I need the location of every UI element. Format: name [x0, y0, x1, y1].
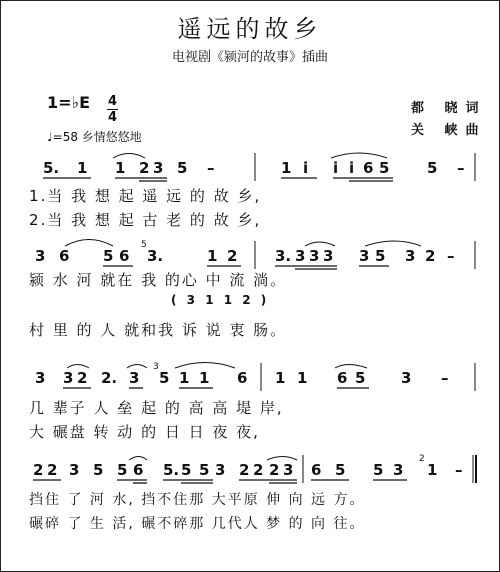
- note: 2: [239, 461, 250, 479]
- note: 5: [159, 369, 170, 387]
- note: 5: [379, 159, 390, 177]
- note: 2: [139, 159, 150, 177]
- note: 5.: [43, 159, 60, 177]
- note: 3.: [147, 247, 164, 265]
- notation-row-1: [29, 151, 479, 183]
- lyric-line: 碾碎 了 生 活, 碾不碎那 几代人 梦 的 向 往。: [29, 516, 366, 532]
- note: 1: [199, 369, 210, 387]
- note: 6: [311, 461, 322, 479]
- lyric-line: 挡住 了 河 水, 挡不住那 大平原 伸 向 远 方。: [29, 492, 366, 508]
- lyric-line: 几 辈子 人 垒 起 的 高 高 堤 岸,: [29, 399, 284, 417]
- note: 6: [133, 461, 144, 479]
- tempo-marking: ♩=58 乡情悠悠地: [47, 130, 142, 144]
- note: 6: [363, 159, 374, 177]
- note: 6: [59, 247, 70, 265]
- note: 3: [35, 369, 46, 387]
- note: 3: [405, 247, 416, 265]
- note: 1: [207, 247, 218, 265]
- note: 2: [425, 247, 436, 265]
- time-sig-top: 4: [107, 94, 118, 109]
- note: 5: [335, 461, 346, 479]
- note: 1: [179, 369, 190, 387]
- lyricist-credit: 都 晓词: [411, 101, 487, 116]
- note: 2.: [101, 369, 118, 387]
- composer-credit: 关 峡曲: [411, 123, 487, 138]
- note: 6: [119, 247, 130, 265]
- grace-note: 2: [419, 454, 425, 464]
- note: 1: [297, 369, 308, 387]
- notation-row-2: [29, 239, 479, 271]
- notation-row-4: [29, 453, 479, 485]
- note: 3: [283, 461, 294, 479]
- note: 2: [227, 247, 238, 265]
- note: 3: [153, 159, 164, 177]
- note: 2: [77, 369, 88, 387]
- time-signature: [107, 95, 118, 124]
- note: 3: [401, 369, 412, 387]
- note: 6: [237, 369, 248, 387]
- alternate-notes: ( 3 1 1 2 ): [171, 293, 270, 307]
- note: 3: [359, 247, 370, 265]
- note: 3: [215, 461, 226, 479]
- note: 3: [35, 247, 46, 265]
- note: 5: [103, 247, 114, 265]
- note: –: [207, 159, 215, 177]
- note: 3: [309, 247, 320, 265]
- note: 3: [129, 369, 140, 387]
- note: 1: [427, 461, 438, 479]
- note: 5: [181, 461, 192, 479]
- note: 3: [69, 461, 80, 479]
- lyric-line: 1.当 我 想 起 遥 远 的 故 乡,: [29, 187, 262, 205]
- key-signature: 1=♭E: [47, 93, 91, 112]
- note: 5.: [163, 461, 180, 479]
- note: 2: [253, 461, 264, 479]
- note: 1: [77, 159, 88, 177]
- grace-note: 5: [141, 240, 147, 250]
- note: 1: [115, 159, 126, 177]
- note: 5: [427, 159, 438, 177]
- note: 6: [337, 369, 348, 387]
- note: 2: [33, 461, 44, 479]
- notation-row-3: [29, 361, 479, 393]
- note: 5: [199, 461, 210, 479]
- note: 5: [117, 461, 128, 479]
- note: 3: [393, 461, 404, 479]
- note: i: [303, 159, 309, 177]
- note: –: [447, 247, 455, 265]
- note: –: [441, 369, 449, 387]
- note: 3: [323, 247, 334, 265]
- note: –: [457, 159, 465, 177]
- note: 5: [177, 159, 188, 177]
- song-subtitle: 电视剧《颍河的故事》插曲: [171, 50, 328, 65]
- note: 2: [269, 461, 280, 479]
- note: 5: [355, 369, 366, 387]
- note: 3.: [275, 247, 292, 265]
- note: i: [333, 159, 339, 177]
- grace-note: 3: [153, 362, 159, 372]
- note: 1: [281, 159, 292, 177]
- lyric-line: 2.当 我 想 起 古 老 的 故 乡,: [29, 211, 262, 229]
- time-sig-bottom: 4: [107, 110, 118, 125]
- note: 1: [275, 369, 286, 387]
- lyric-line: 大 碾盘 转 动 的 日 日 夜 夜,: [29, 423, 260, 441]
- note: i: [349, 159, 355, 177]
- notation-svg-3: [29, 361, 479, 393]
- notation-svg-1: [29, 151, 479, 183]
- note: 5: [93, 461, 104, 479]
- lyric-line: 村 里 的 人 就和我 诉 说 衷 肠。: [29, 321, 288, 339]
- note: –: [455, 461, 463, 479]
- note: 3: [63, 369, 74, 387]
- notation-svg-2: [29, 239, 479, 271]
- lyric-line: 颍 水 河 就在 我 的心 中 流 淌。: [29, 271, 288, 289]
- note: 5: [373, 461, 384, 479]
- song-title: 遥远的故乡: [177, 15, 323, 43]
- note: 2: [47, 461, 58, 479]
- note: 3: [295, 247, 306, 265]
- note: 5: [375, 247, 386, 265]
- notation-svg-4: [29, 453, 479, 485]
